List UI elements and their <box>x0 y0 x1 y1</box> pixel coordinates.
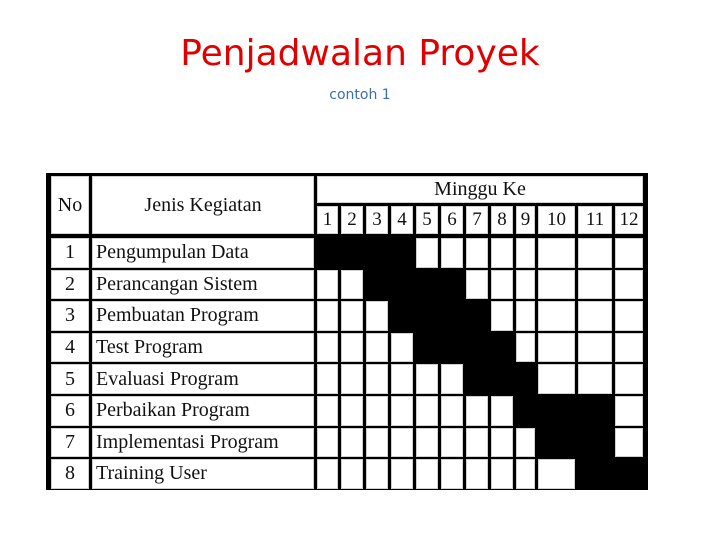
activity-name: Evaluasi Program <box>92 364 314 394</box>
week-cell-r3-w2 <box>341 301 363 331</box>
week-cell-r6-w2 <box>341 396 363 426</box>
schedule-bar-r5-w8 <box>491 364 513 394</box>
week-cell-r7-w7 <box>466 428 488 458</box>
row-number: 5 <box>51 364 89 394</box>
week-cell-r3-w3 <box>366 301 388 331</box>
week-cell-r1-w9 <box>516 238 535 268</box>
week-cell-r3-w10 <box>538 301 575 331</box>
schedule-bar-r5-w7 <box>466 364 488 394</box>
week-cell-r2-w7 <box>466 270 488 300</box>
schedule-bar-r4-w6 <box>441 333 463 363</box>
schedule-bar-r1-w4 <box>391 238 413 268</box>
week-number-12: 12 <box>615 206 643 234</box>
week-number-8: 8 <box>491 206 513 234</box>
week-cell-r7-w4 <box>391 428 413 458</box>
week-cell-r1-w5 <box>416 238 438 268</box>
schedule-bar-r4-w7 <box>466 333 488 363</box>
row-number: 4 <box>51 333 89 363</box>
week-cell-r4-w11 <box>578 333 612 363</box>
gantt-table <box>46 173 648 490</box>
row-number: 6 <box>51 396 89 426</box>
week-cell-r4-w1 <box>317 333 338 363</box>
week-cell-r1-w7 <box>466 238 488 268</box>
activity-name: Implementasi Program <box>92 428 314 458</box>
week-number-2: 2 <box>341 206 363 234</box>
week-number-6: 6 <box>441 206 463 234</box>
week-cell-r6-w4 <box>391 396 413 426</box>
activity-name: Training User <box>92 459 314 489</box>
row-number: 8 <box>51 459 89 489</box>
week-cell-r5-w1 <box>317 364 338 394</box>
week-cell-r5-w10 <box>538 364 575 394</box>
week-cell-r2-w1 <box>317 270 338 300</box>
activity-name: Pengumpulan Data <box>92 238 314 268</box>
week-cell-r3-w9 <box>516 301 535 331</box>
week-cell-r6-w8 <box>491 396 513 426</box>
week-cell-r8-w3 <box>366 459 388 489</box>
week-cell-r5-w5 <box>416 364 438 394</box>
week-cell-r8-w9 <box>516 459 535 489</box>
week-cell-r2-w2 <box>341 270 363 300</box>
schedule-bar-r3-w6 <box>441 301 463 331</box>
week-cell-r8-w10 <box>538 459 575 489</box>
activity-name: Test Program <box>92 333 314 363</box>
week-cell-r4-w2 <box>341 333 363 363</box>
week-cell-r8-w1 <box>317 459 338 489</box>
slide-title: Penjadwalan Proyek <box>180 33 540 74</box>
header-activity: Jenis Kegiatan <box>92 176 314 234</box>
week-cell-r6-w3 <box>366 396 388 426</box>
row-number: 3 <box>51 301 89 331</box>
header-weeks: Minggu Ke <box>317 176 643 203</box>
week-cell-r7-w8 <box>491 428 513 458</box>
row-number: 1 <box>51 238 89 268</box>
week-cell-r1-w10 <box>538 238 575 268</box>
schedule-bar-r7-w10 <box>538 428 575 458</box>
week-cell-r6-w6 <box>441 396 463 426</box>
schedule-bar-r4-w8 <box>491 333 513 363</box>
week-cell-r5-w12 <box>615 364 643 394</box>
week-cell-r3-w12 <box>615 301 643 331</box>
schedule-bar-r2-w6 <box>441 270 463 300</box>
schedule-bar-r6-w10 <box>538 396 575 426</box>
schedule-bar-r3-w4 <box>391 301 413 331</box>
schedule-bar-r2-w5 <box>416 270 438 300</box>
week-number-11: 11 <box>578 206 612 234</box>
week-cell-r7-w12 <box>615 428 643 458</box>
week-cell-r8-w5 <box>416 459 438 489</box>
week-cell-r2-w8 <box>491 270 513 300</box>
week-cell-r6-w5 <box>416 396 438 426</box>
slide-subtitle: contoh 1 <box>329 87 391 103</box>
week-cell-r6-w12 <box>615 396 643 426</box>
week-cell-r3-w8 <box>491 301 513 331</box>
week-cell-r5-w6 <box>441 364 463 394</box>
week-cell-r4-w4 <box>391 333 413 363</box>
schedule-bar-r2-w4 <box>391 270 413 300</box>
week-cell-r5-w4 <box>391 364 413 394</box>
schedule-bar-r3-w7 <box>466 301 488 331</box>
week-cell-r7-w1 <box>317 428 338 458</box>
week-cell-r7-w2 <box>341 428 363 458</box>
week-cell-r5-w3 <box>366 364 388 394</box>
week-cell-r3-w11 <box>578 301 612 331</box>
schedule-bar-r1-w1 <box>317 238 338 268</box>
week-cell-r8-w7 <box>466 459 488 489</box>
schedule-bar-r8-w11 <box>578 459 612 489</box>
schedule-bar-r4-w5 <box>416 333 438 363</box>
week-cell-r7-w3 <box>366 428 388 458</box>
week-cell-r2-w11 <box>578 270 612 300</box>
schedule-bar-r5-w9 <box>516 364 535 394</box>
schedule-bar-r8-w12 <box>615 459 643 489</box>
week-cell-r7-w6 <box>441 428 463 458</box>
week-cell-r5-w11 <box>578 364 612 394</box>
week-cell-r1-w6 <box>441 238 463 268</box>
week-number-3: 3 <box>366 206 388 234</box>
activity-name: Perancangan Sistem <box>92 270 314 300</box>
week-cell-r8-w4 <box>391 459 413 489</box>
week-cell-r6-w7 <box>466 396 488 426</box>
week-cell-r5-w2 <box>341 364 363 394</box>
week-number-7: 7 <box>466 206 488 234</box>
week-number-4: 4 <box>391 206 413 234</box>
week-cell-r4-w9 <box>516 333 535 363</box>
week-cell-r7-w5 <box>416 428 438 458</box>
week-cell-r4-w3 <box>366 333 388 363</box>
week-cell-r6-w1 <box>317 396 338 426</box>
week-cell-r7-w9 <box>516 428 535 458</box>
week-cell-r8-w6 <box>441 459 463 489</box>
row-number: 2 <box>51 270 89 300</box>
week-number-5: 5 <box>416 206 438 234</box>
week-cell-r4-w10 <box>538 333 575 363</box>
row-number: 7 <box>51 428 89 458</box>
week-cell-r3-w1 <box>317 301 338 331</box>
week-number-9: 9 <box>516 206 535 234</box>
activity-name: Perbaikan Program <box>92 396 314 426</box>
week-cell-r2-w10 <box>538 270 575 300</box>
week-cell-r8-w2 <box>341 459 363 489</box>
week-cell-r1-w8 <box>491 238 513 268</box>
week-cell-r2-w9 <box>516 270 535 300</box>
week-number-1: 1 <box>317 206 338 234</box>
week-cell-r4-w12 <box>615 333 643 363</box>
schedule-bar-r6-w9 <box>516 396 535 426</box>
schedule-bar-r6-w11 <box>578 396 612 426</box>
activity-name: Pembuatan Program <box>92 301 314 331</box>
schedule-bar-r2-w3 <box>366 270 388 300</box>
header-no: No <box>51 176 89 234</box>
week-cell-r8-w8 <box>491 459 513 489</box>
schedule-bar-r1-w2 <box>341 238 363 268</box>
schedule-bar-r1-w3 <box>366 238 388 268</box>
week-cell-r1-w11 <box>578 238 612 268</box>
schedule-bar-r7-w11 <box>578 428 612 458</box>
week-cell-r1-w12 <box>615 238 643 268</box>
week-number-10: 10 <box>538 206 575 234</box>
schedule-bar-r3-w5 <box>416 301 438 331</box>
week-cell-r2-w12 <box>615 270 643 300</box>
